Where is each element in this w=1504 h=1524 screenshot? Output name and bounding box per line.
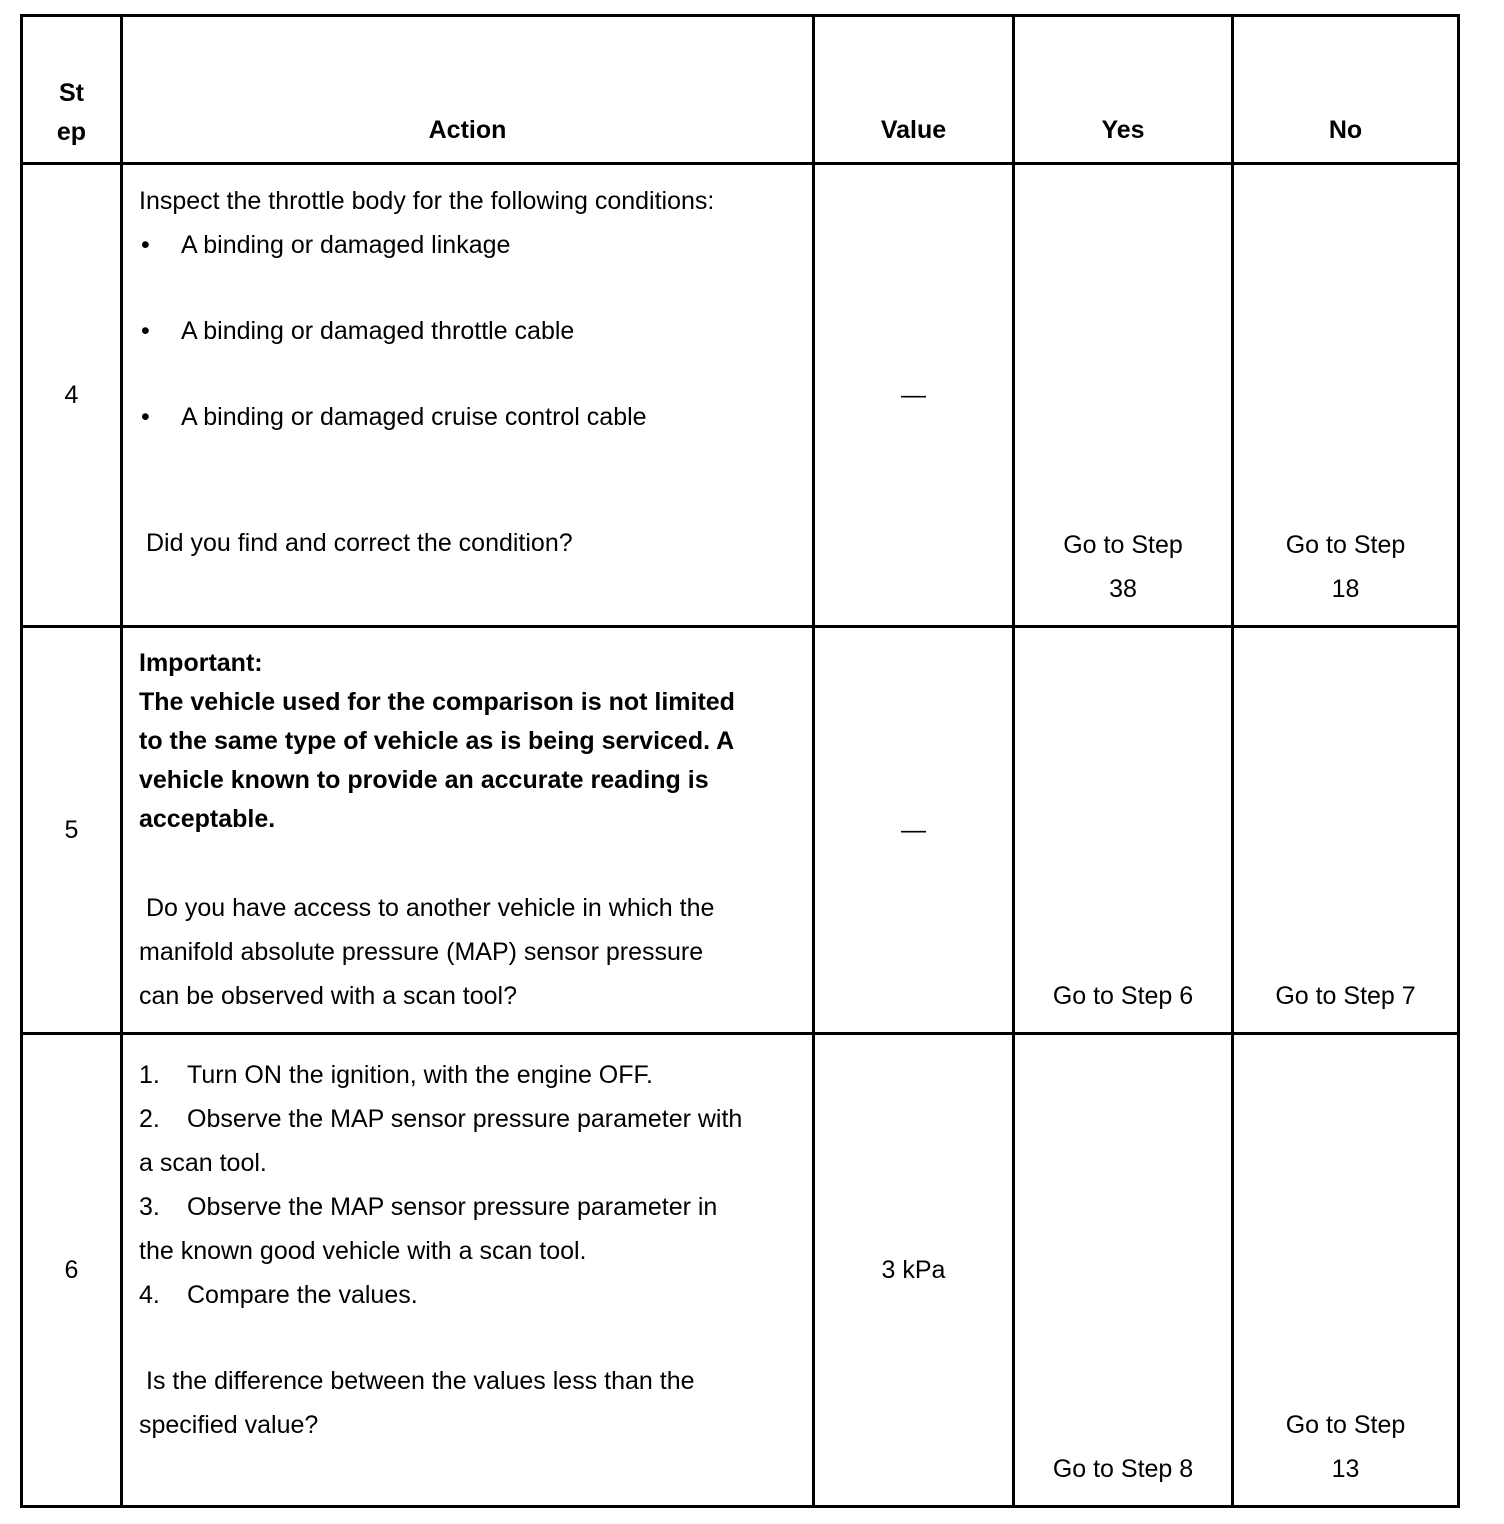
value-cell: 3 kPa (814, 1034, 1014, 1507)
table-row (22, 627, 1459, 1034)
action-cell (122, 1034, 814, 1507)
header-step: St ep (22, 16, 122, 164)
important-note: The vehicle used for the comparison is not limited to the same type of vehicle as is being serviced. A vehicle known to provide an accurate reading is acceptable. (139, 688, 735, 833)
action-cell (122, 627, 814, 1034)
yes-cell: Go to Step 6 (1014, 627, 1233, 1034)
header-action: Action (122, 16, 814, 164)
header-no: No (1233, 16, 1459, 164)
bullet-icon: • (141, 317, 150, 345)
step-number: 4 (22, 164, 122, 627)
table-row (22, 164, 1459, 627)
table-row (22, 1034, 1459, 1507)
action-question: Did you find and correct the condition? (146, 529, 573, 557)
action-question: Is the difference between the values less than the specified value? (139, 1367, 695, 1439)
yes-cell: Go to Step 38 (1014, 164, 1233, 627)
action-question: Do you have access to another vehicle in which the manifold absolute pressure (MAP) sensor pressure can be observed with a scan tool? (139, 894, 715, 1010)
bullet-text: A binding or damaged cruise control cable (181, 403, 647, 431)
value-cell: — (814, 627, 1014, 1034)
bullet-text: A binding or damaged linkage (181, 231, 511, 259)
numbered-step: 4. Compare the values. (139, 1281, 418, 1309)
bullet-icon: • (141, 231, 150, 259)
bullet-item (139, 395, 796, 439)
yes-cell: Go to Step 8 (1014, 1034, 1233, 1507)
bullet-icon: • (141, 403, 150, 431)
bullet-item (139, 223, 796, 267)
bullet-text: A binding or damaged throttle cable (181, 317, 575, 345)
numbered-step: 1. Turn ON the ignition, with the engine OFF. (139, 1061, 653, 1089)
numbered-step: 2. Observe the MAP sensor pressure parameter with a scan tool. (139, 1105, 743, 1177)
no-cell: Go to Step 7 (1233, 627, 1459, 1034)
action-cell (122, 164, 814, 627)
step-number: 6 (22, 1034, 122, 1507)
no-cell: Go to Step 13 (1233, 1034, 1459, 1507)
action-intro: Inspect the throttle body for the following conditions: (139, 187, 715, 215)
header-value: Value (814, 16, 1014, 164)
no-cell: Go to Step 18 (1233, 164, 1459, 627)
header-yes: Yes (1014, 16, 1233, 164)
bullet-item (139, 309, 796, 353)
header-row (22, 16, 1459, 164)
numbered-step: 3. Observe the MAP sensor pressure parameter in the known good vehicle with a scan tool. (139, 1193, 718, 1265)
value-cell: — (814, 164, 1014, 627)
important-label: Important: (139, 649, 263, 677)
step-number: 5 (22, 627, 122, 1034)
diagnostic-table (20, 14, 1460, 1508)
